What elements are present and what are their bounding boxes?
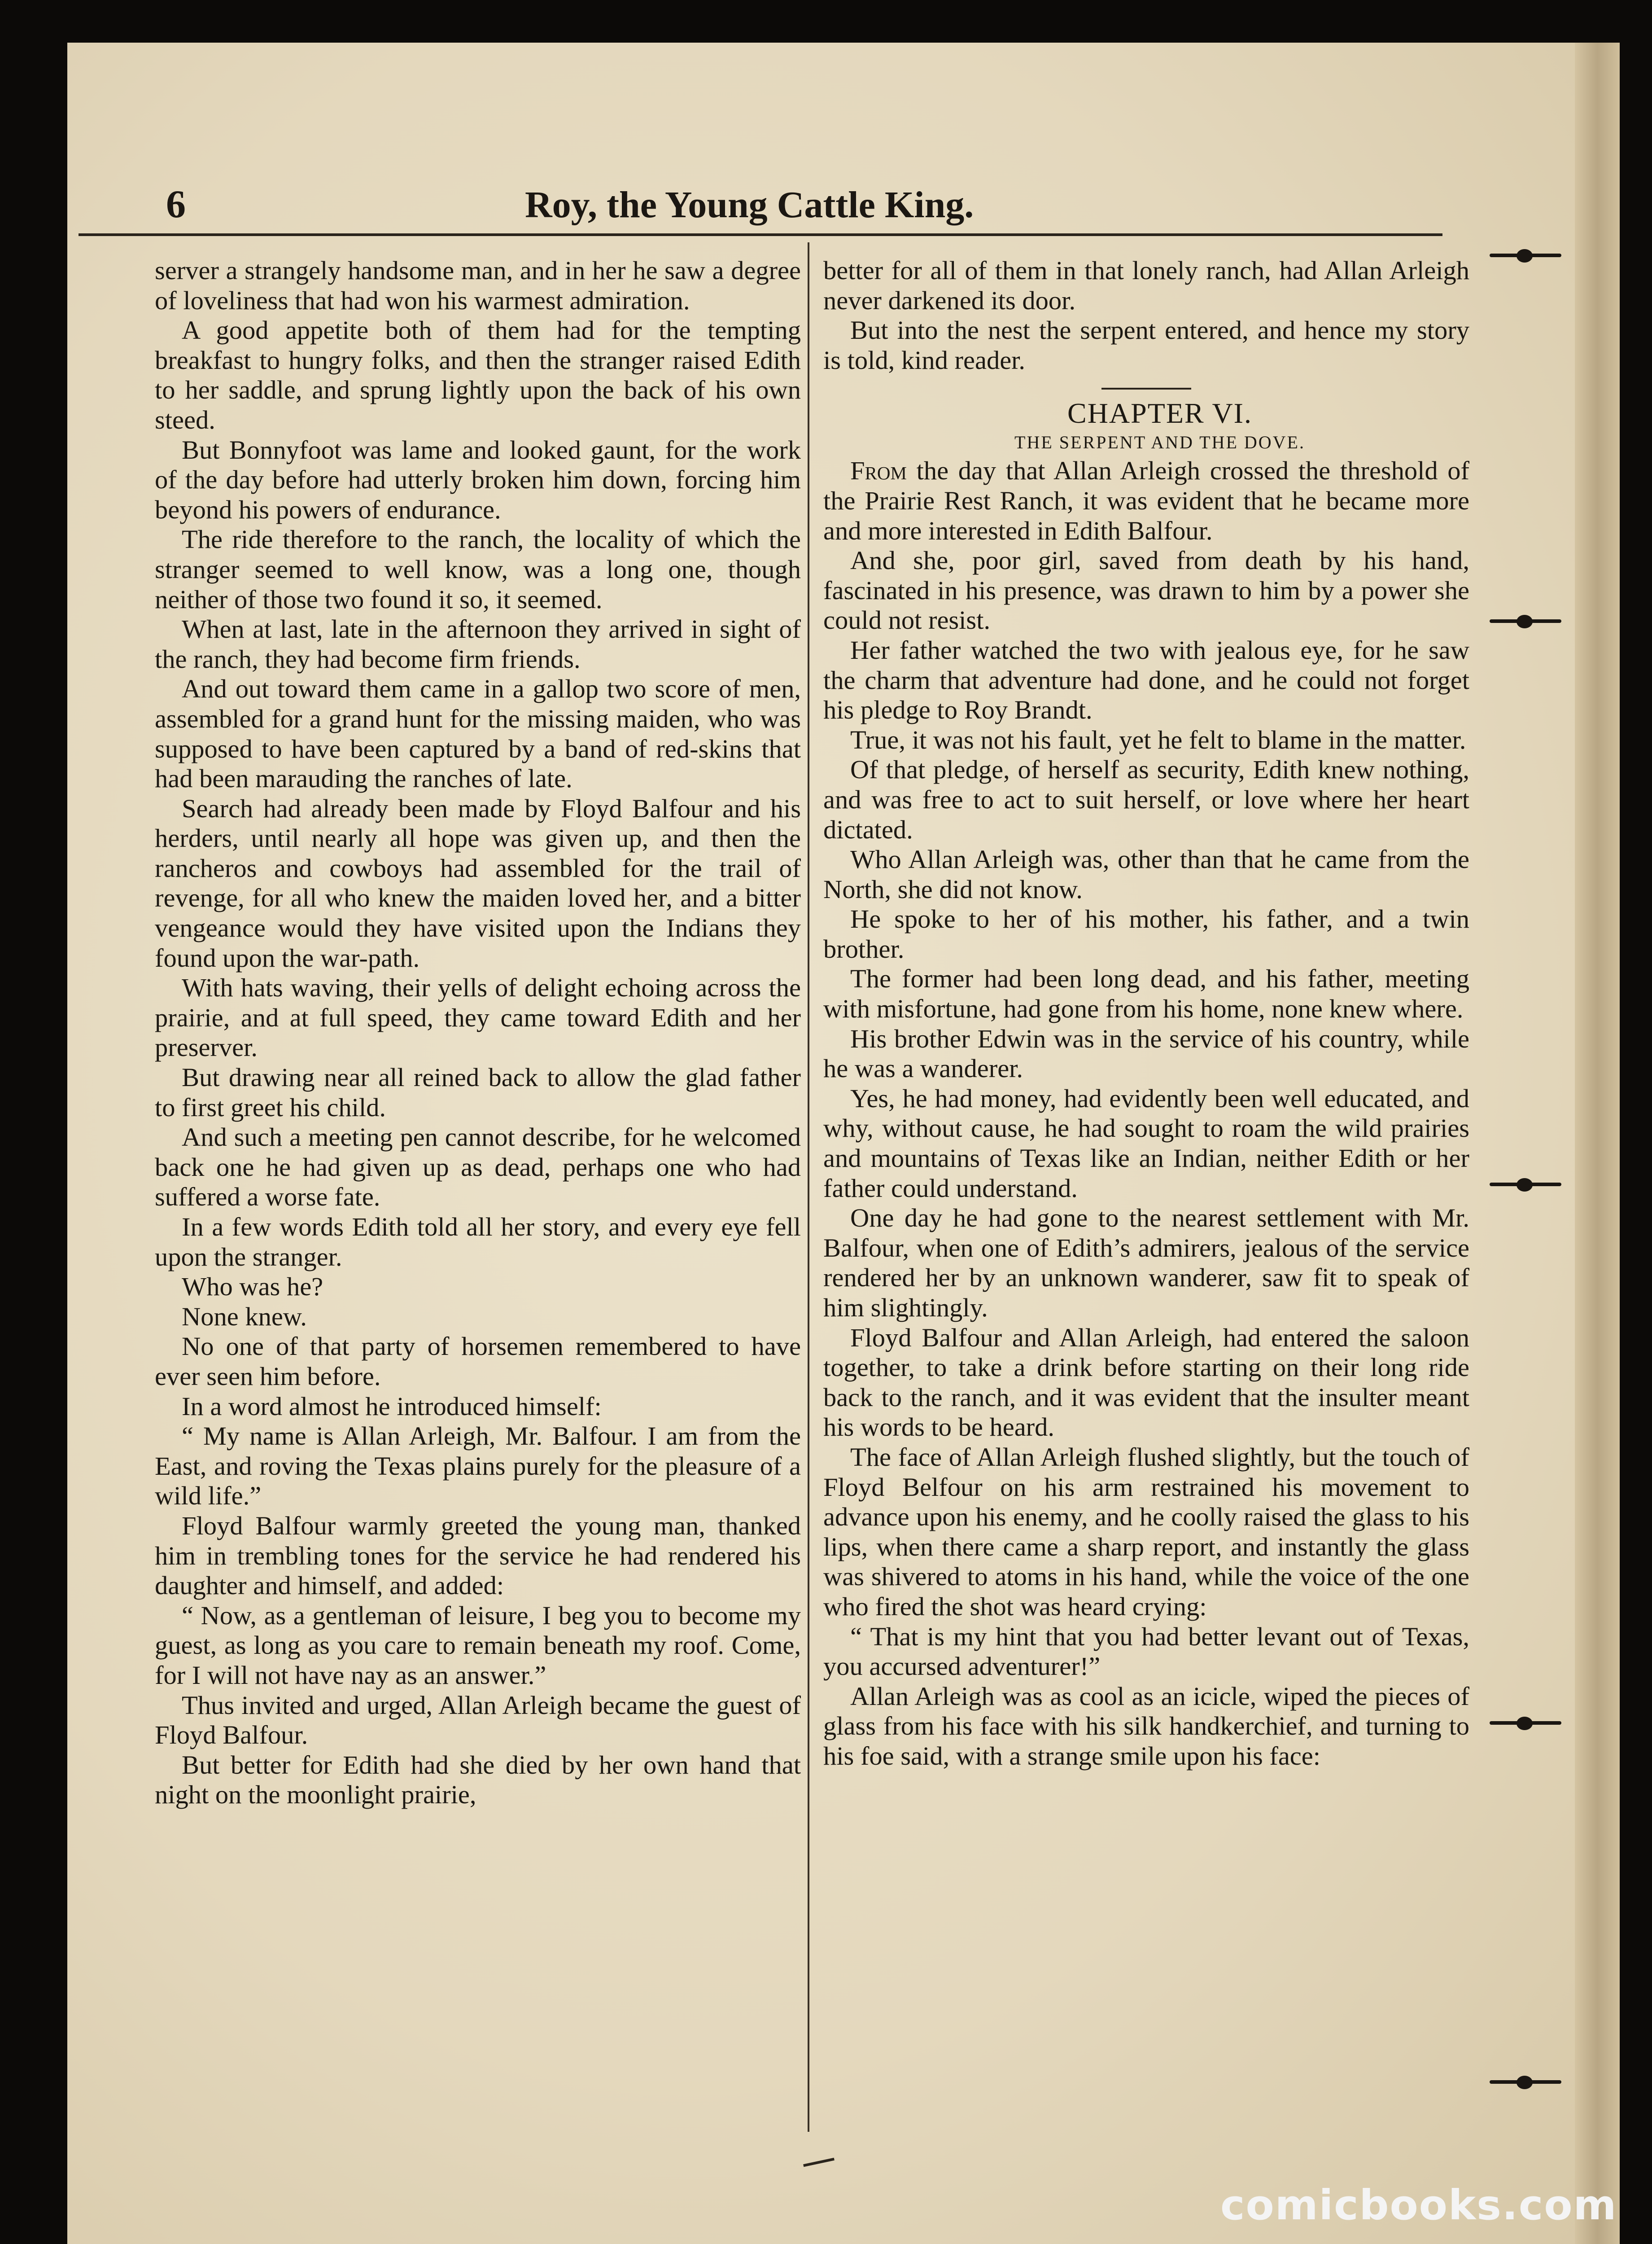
watermark: comicbooks.com	[1220, 2181, 1617, 2229]
binding-stitch	[1481, 249, 1566, 263]
paragraph-text: The former had been long dead, and his father, meeting with misfortune, had gone from his home, none knew where.	[823, 964, 1469, 1024]
paragraph	[823, 546, 1469, 636]
paragraph-text: True, it was not his fault, yet he felt to blame in the matter.	[850, 725, 1466, 754]
paragraph	[155, 794, 801, 973]
paragraph	[155, 674, 801, 793]
paragraph	[823, 725, 1469, 755]
paragraph	[155, 1063, 801, 1122]
paragraph-text: The face of Allan Arleigh flushed slightly, but the touch of Floyd Belfour on his arm restrained his movement to advance upon his enemy, and he coolly raised the glass to his lips, when there came a sharp report, and instantly the glass was shivered to atoms in his hand, while the voice of the one who fired the shot was heard crying:	[823, 1442, 1469, 1621]
right-column-after-chapter	[823, 456, 1469, 1771]
paragraph-text: But better for Edith had she died by her own hand that night on the moonlight prairie,	[155, 1750, 801, 1810]
paragraph	[155, 525, 801, 614]
paragraph	[823, 1622, 1469, 1682]
paragraph	[155, 316, 801, 435]
paragraph-text: With hats waving, their yells of delight echoing across the prairie, and at full speed, they came toward Edith and her preserver.	[155, 973, 801, 1062]
paragraph	[823, 1323, 1469, 1442]
paragraph-text: “ That is my hint that you had better levant out of Texas, you accursed adventurer!”	[823, 1622, 1469, 1681]
paragraph-text: “ My name is Allan Arleigh, Mr. Balfour. I am from the East, and roving the Texas plains purely for the pleasure of a wild life.”	[155, 1421, 801, 1511]
paragraph	[823, 1203, 1469, 1323]
paragraph	[155, 1421, 801, 1511]
binding-stitch	[1481, 2076, 1566, 2089]
paragraph-text: Floyd Balfour and Allan Arleigh, had entered the saloon together, to take a drink before starting on their long ride back to the ranch, and it was evident that the insulter meant his words to be heard.	[823, 1323, 1469, 1442]
paragraph-text: He spoke to her of his mother, his father, and a twin brother.	[823, 904, 1469, 964]
paragraph	[155, 1212, 801, 1272]
binding-stitch	[1481, 615, 1566, 628]
paragraph	[823, 1024, 1469, 1084]
paragraph-text: But into the nest the serpent entered, and hence my story is told, kind reader.	[823, 316, 1469, 375]
paragraph-text: When at last, late in the afternoon they arrived in sight of the ranch, they had become firm friends.	[155, 614, 801, 674]
paragraph-text: But Bonnyfoot was lame and looked gaunt, for the work of the day before had utterly broken him down, forcing him beyond his powers of endurance.	[155, 435, 801, 524]
paragraph-text: Search had already been made by Floyd Balfour and his herders, until nearly all hope was given up, and then the rancheros and cowboys had assembled for the trail of revenge, for all who knew the maiden loved her, and a bitter vengeance would they have visited upon the Indians they found upon the war-path.	[155, 793, 801, 973]
paragraph	[823, 964, 1469, 1024]
running-title: Roy, the Young Cattle King.	[525, 184, 974, 226]
paragraph-text: The ride therefore to the ranch, the locality of which the stranger seemed to well know, was a long one, though neither of those two found it so, it seemed.	[155, 525, 801, 614]
paragraph-text: And out toward them came in a gallop two score of men, assembled for a grand hunt for the missing maiden, who was supposed to have been captured by a band of red-skins that had been marauding the ranches of late.	[155, 674, 801, 793]
paragraph	[155, 1601, 801, 1691]
paragraph	[155, 1691, 801, 1750]
paragraph	[823, 904, 1469, 964]
paragraph-text: And she, poor girl, saved from death by his hand, fascinated in his presence, was drawn to him by a power she could not resist.	[823, 546, 1469, 635]
paragraph-text: In a few words Edith told all her story, and every eye fell upon the stranger.	[155, 1212, 801, 1271]
paragraph	[155, 256, 801, 316]
paragraph-text: No one of that party of horsemen remembered to have ever seen him before.	[155, 1332, 801, 1391]
paragraph-text: But drawing near all reined back to allow the glad father to first greet his child.	[155, 1063, 801, 1122]
paragraph	[823, 316, 1469, 375]
left-column	[155, 256, 801, 1810]
paragraph-text: server a strangely handsome man, and in her he saw a degree of loveliness that had won his warmest admiration.	[155, 256, 801, 315]
paragraph-text: the day that Allan Arleigh crossed the threshold of the Prairie Rest Ranch, it was evident that he became more and more interested in Edith Balfour.	[823, 456, 1469, 545]
paragraph	[155, 1392, 801, 1422]
paragraph-text: His brother Edwin was in the service of his country, while he was a wanderer.	[823, 1024, 1469, 1083]
paragraph	[823, 456, 1469, 546]
chapter-rule	[1101, 388, 1191, 390]
paragraph	[823, 1442, 1469, 1622]
paragraph-lead: From	[850, 456, 907, 486]
chapter-subtitle: THE SERPENT AND THE DOVE.	[1014, 432, 1305, 453]
paragraph	[155, 1750, 801, 1810]
paragraph-text: Of that pledge, of herself as security, Edith knew nothing, and was free to act to suit herself, or love where her heart dictated.	[823, 755, 1469, 844]
paragraph-text: Thus invited and urged, Allan Arleigh became the guest of Floyd Balfour.	[155, 1690, 801, 1750]
paragraph-text: Who Allan Arleigh was, other than that he came from the North, she did not know.	[823, 845, 1469, 904]
paragraph	[155, 1302, 801, 1332]
paragraph-text: In a word almost he introduced himself:	[182, 1391, 602, 1421]
paragraph-text: better for all of them in that lonely ranch, had Allan Arleigh never darkened its door.	[823, 256, 1469, 315]
paragraph	[823, 845, 1469, 904]
paragraph	[155, 614, 801, 674]
paragraph-text: “ Now, as a gentleman of leisure, I beg you to become my guest, as long as you care to remain beneath my roof. Come, for I will not have nay as an answer.”	[155, 1600, 801, 1690]
paragraph-text: None knew.	[182, 1302, 307, 1331]
paragraph-text: Her father watched the two with jealous eye, for he saw the charm that adventure had done, and he could not forget his pledge to Roy Brandt.	[823, 635, 1469, 725]
paragraph	[155, 1332, 801, 1391]
chapter-heading: CHAPTER VI.	[1067, 397, 1252, 430]
paragraph	[823, 1084, 1469, 1203]
paragraph-text: One day he had gone to the nearest settlement with Mr. Balfour, when one of Edith’s admirers, jealous of the service rendered her by an unknown wanderer, saw fit to speak of him slightingly.	[823, 1203, 1469, 1322]
binding-stitch	[1481, 1717, 1566, 1730]
paragraph-text: Yes, he had money, had evidently been well educated, and why, without cause, he had sought to roam the wild prairies and mountains of Texas like an Indian, neither Edith or her father could understand.	[823, 1083, 1469, 1203]
paragraph	[155, 435, 801, 525]
paragraph-text: A good appetite both of them had for the tempting breakfast to hungry folks, and then the stranger raised Edith to her saddle, and sprung lightly upon the back of his own steed.	[155, 316, 801, 434]
paragraph	[823, 755, 1469, 845]
paragraph-text: Allan Arleigh was as cool as an icicle, wiped the pieces of glass from his face with his silk handkerchief, and turning to his foe said, with a strange smile upon his face:	[823, 1681, 1469, 1771]
page-number: 6	[166, 183, 186, 226]
paragraph-text: And such a meeting pen cannot describe, for he welcomed back one he had given up as dead, perhaps one who had suffered a worse fate.	[155, 1122, 801, 1212]
paragraph	[155, 1272, 801, 1302]
paragraph	[823, 256, 1469, 316]
right-column	[823, 256, 1469, 1771]
binding-stitch	[1481, 1178, 1566, 1192]
paragraph-text: Floyd Balfour warmly greeted the young man, thanked him in trembling tones for the service he had rendered his daughter and himself, and added:	[155, 1511, 801, 1600]
paragraph	[155, 1122, 801, 1212]
binding-gutter	[1575, 43, 1620, 2244]
paragraph	[823, 1682, 1469, 1771]
column-divider	[808, 242, 809, 2132]
paragraph	[823, 636, 1469, 725]
header-rule	[79, 233, 1442, 236]
paragraph	[155, 973, 801, 1063]
paragraph	[155, 1511, 801, 1601]
paragraph-text: Who was he?	[182, 1272, 323, 1302]
page-header	[90, 135, 1454, 226]
right-column-before-chapter	[823, 256, 1469, 375]
